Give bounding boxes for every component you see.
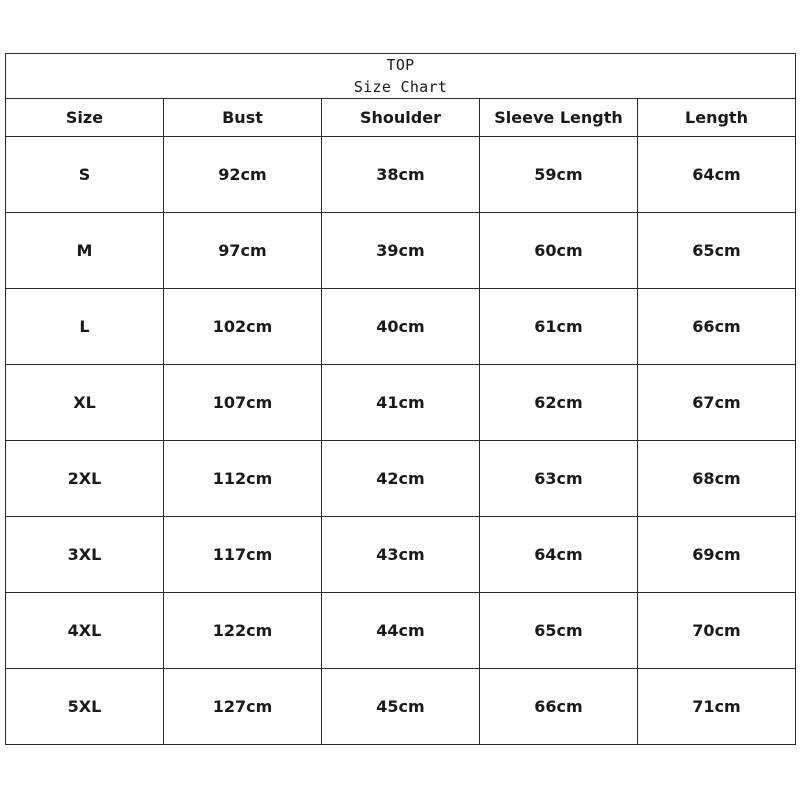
- cell-bust: 107cm: [164, 365, 322, 441]
- cell-bust: 92cm: [164, 137, 322, 213]
- cell-sleeve-length: 60cm: [480, 213, 638, 289]
- header-size: Size: [6, 99, 164, 137]
- cell-length: 66cm: [638, 289, 796, 365]
- cell-size: XL: [6, 365, 164, 441]
- cell-size: 2XL: [6, 441, 164, 517]
- header-length: Length: [638, 99, 796, 137]
- cell-bust: 102cm: [164, 289, 322, 365]
- cell-sleeve-length: 59cm: [480, 137, 638, 213]
- cell-bust: 97cm: [164, 213, 322, 289]
- title-cell: [6, 54, 796, 99]
- table-row: [6, 441, 796, 517]
- cell-size: S: [6, 137, 164, 213]
- cell-bust: 122cm: [164, 593, 322, 669]
- cell-size: M: [6, 213, 164, 289]
- cell-bust: 112cm: [164, 441, 322, 517]
- cell-size: 3XL: [6, 517, 164, 593]
- cell-shoulder: 38cm: [322, 137, 480, 213]
- cell-shoulder: 43cm: [322, 517, 480, 593]
- cell-length: 70cm: [638, 593, 796, 669]
- cell-length: 64cm: [638, 137, 796, 213]
- cell-length: 67cm: [638, 365, 796, 441]
- cell-bust: 127cm: [164, 669, 322, 745]
- table-row: [6, 213, 796, 289]
- cell-length: 69cm: [638, 517, 796, 593]
- size-chart-table: [5, 53, 796, 745]
- cell-size: L: [6, 289, 164, 365]
- cell-sleeve-length: 66cm: [480, 669, 638, 745]
- cell-shoulder: 40cm: [322, 289, 480, 365]
- cell-shoulder: 42cm: [322, 441, 480, 517]
- table-title: TOP: [386, 56, 415, 74]
- header-sleeve-length: Sleeve Length: [480, 99, 638, 137]
- header-bust: Bust: [164, 99, 322, 137]
- cell-sleeve-length: 65cm: [480, 593, 638, 669]
- table-row: [6, 593, 796, 669]
- title-row: [6, 54, 796, 99]
- cell-size: 5XL: [6, 669, 164, 745]
- cell-shoulder: 39cm: [322, 213, 480, 289]
- table-row: [6, 137, 796, 213]
- cell-sleeve-length: 62cm: [480, 365, 638, 441]
- cell-shoulder: 44cm: [322, 593, 480, 669]
- cell-sleeve-length: 63cm: [480, 441, 638, 517]
- header-shoulder: Shoulder: [322, 99, 480, 137]
- cell-shoulder: 41cm: [322, 365, 480, 441]
- table-subtitle: Size Chart: [353, 78, 448, 96]
- table-row: [6, 669, 796, 745]
- cell-sleeve-length: 64cm: [480, 517, 638, 593]
- table-row: [6, 365, 796, 441]
- cell-length: 71cm: [638, 669, 796, 745]
- cell-size: 4XL: [6, 593, 164, 669]
- cell-shoulder: 45cm: [322, 669, 480, 745]
- cell-bust: 117cm: [164, 517, 322, 593]
- header-row: [6, 99, 796, 137]
- cell-length: 65cm: [638, 213, 796, 289]
- cell-sleeve-length: 61cm: [480, 289, 638, 365]
- cell-length: 68cm: [638, 441, 796, 517]
- table-row: [6, 289, 796, 365]
- table-row: [6, 517, 796, 593]
